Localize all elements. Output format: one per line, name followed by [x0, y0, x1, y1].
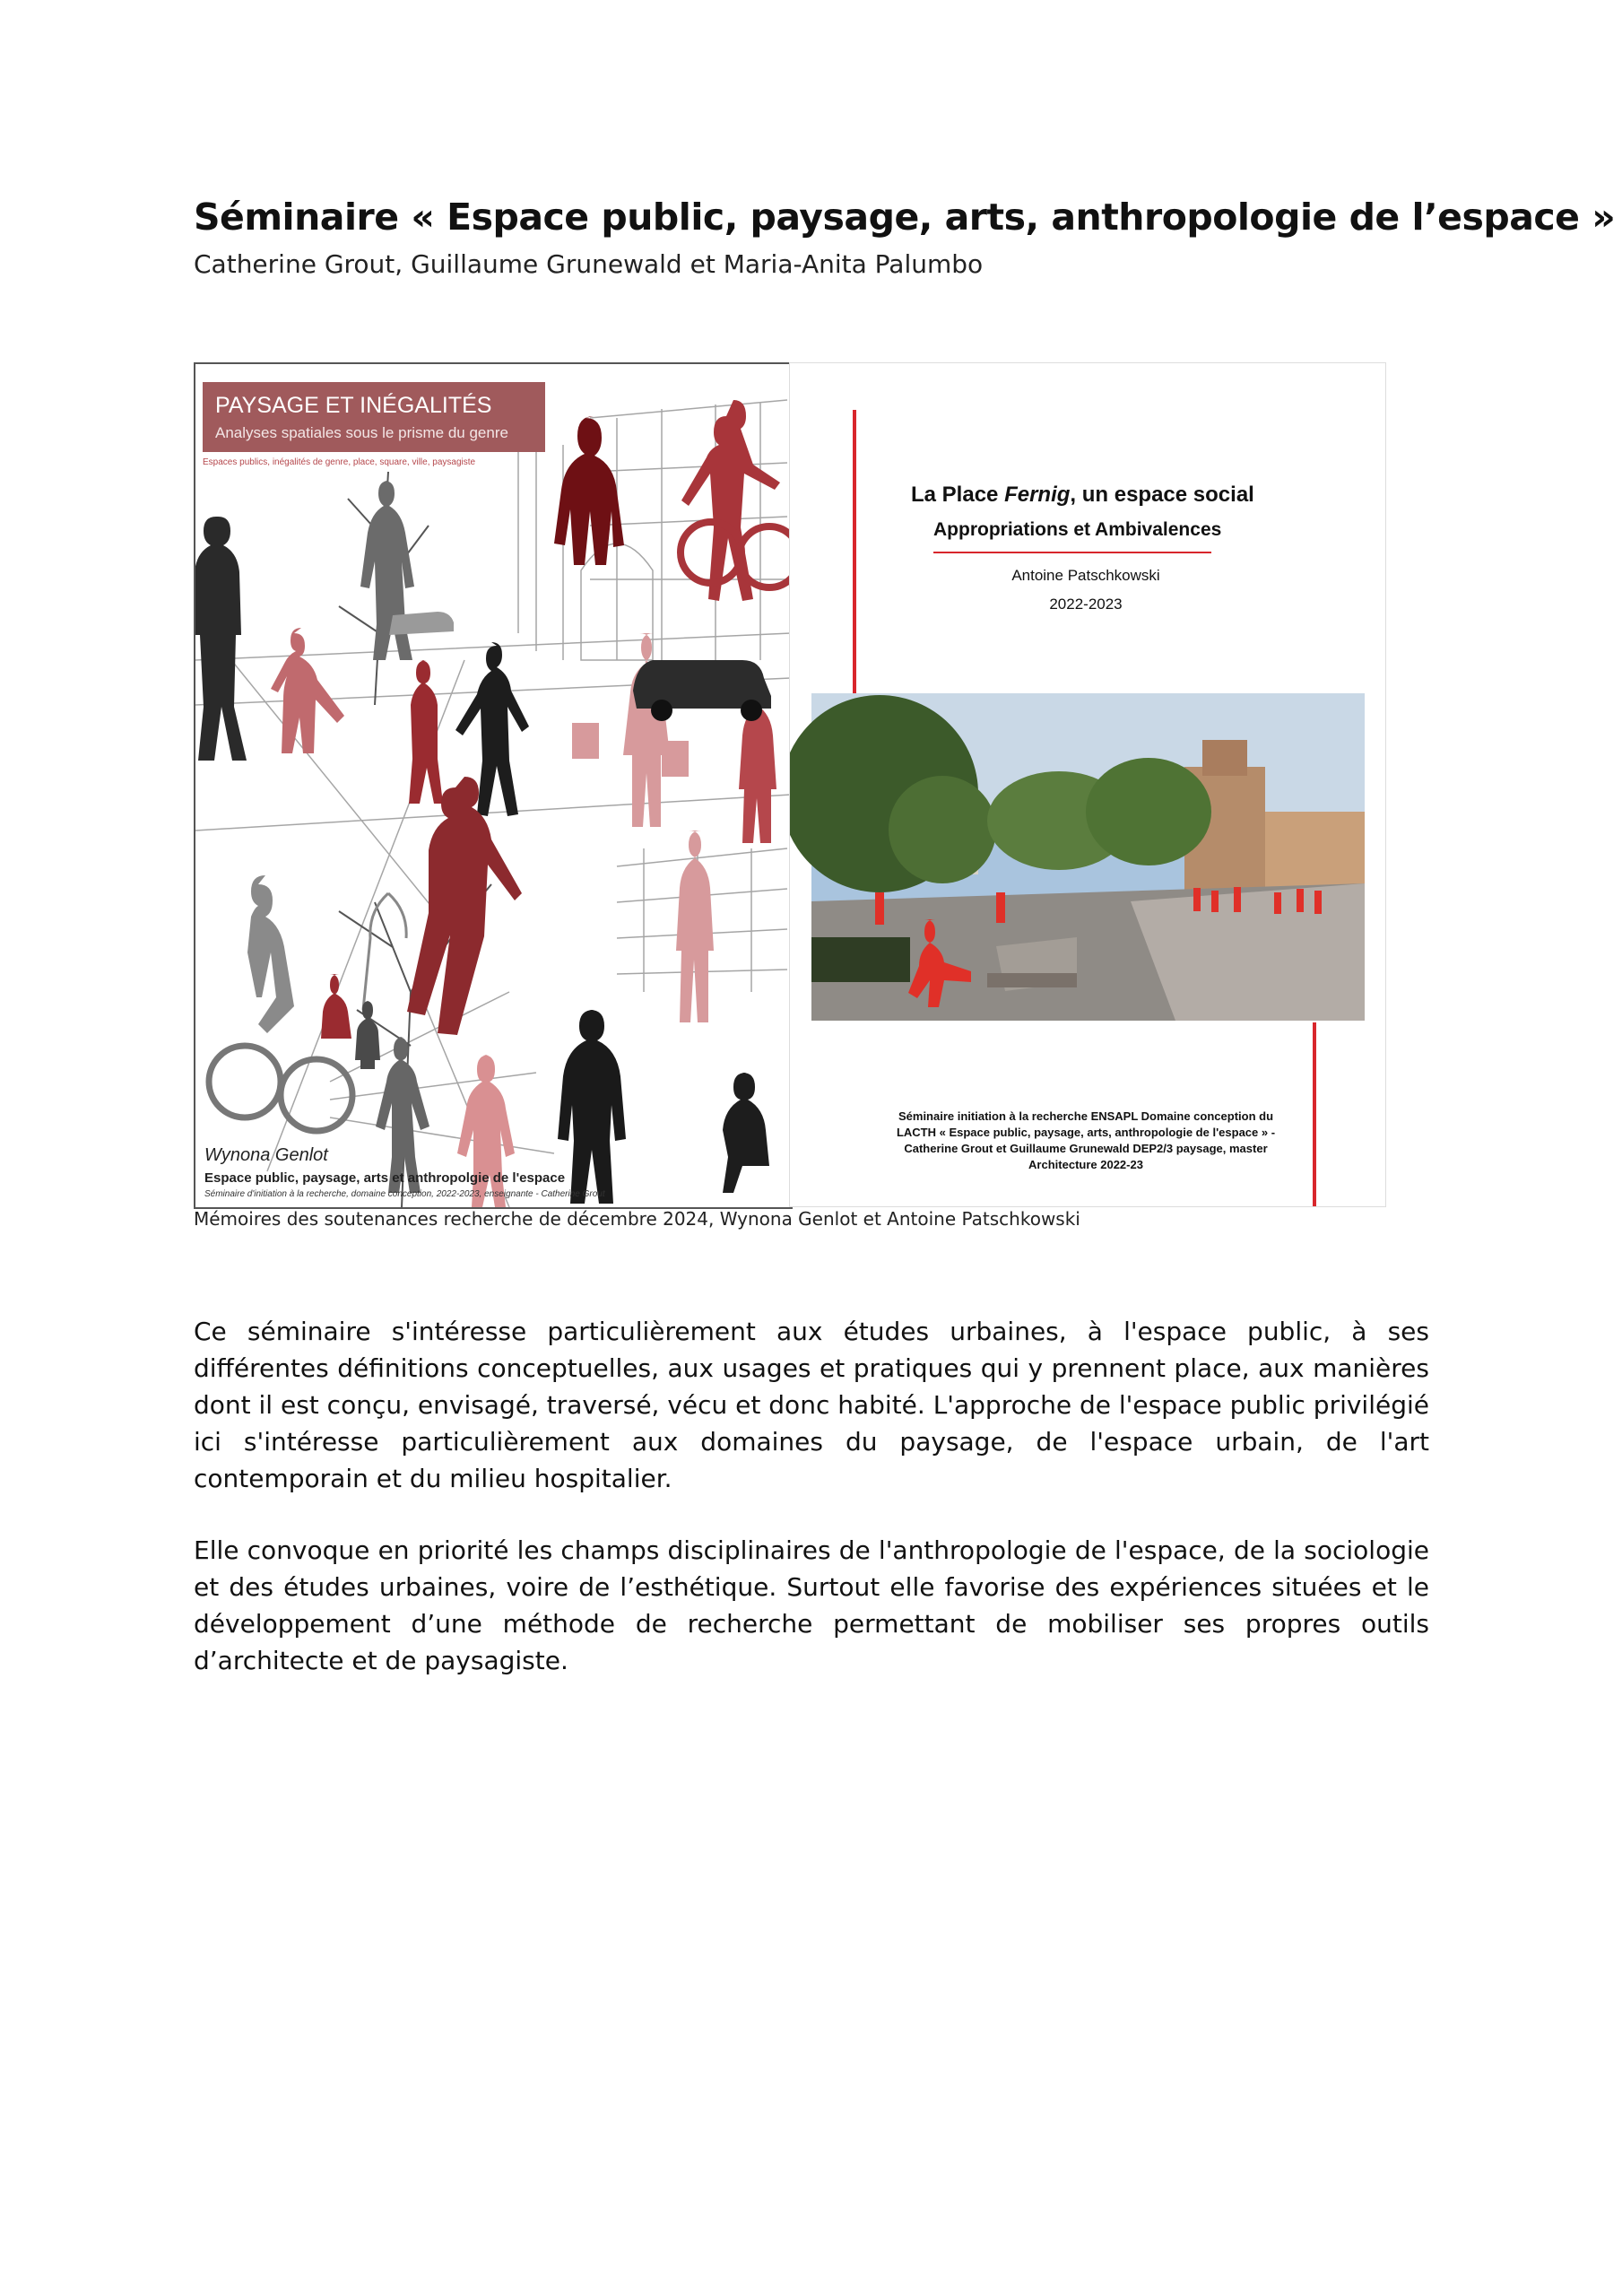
cover-banner-subtitle: Analyses spatiales sous le prisme du genre — [215, 424, 508, 441]
paragraph-2: Elle convoque en priorité les champs disciplinaires de l'anthropologie de l'espace, de la sociologie et des études urbaines, voire de l’esthétique. Surtout elle favorise des expériences situées et le développement d’une méthode de recherche permettant de mobiliser ses propres outils d’architecte et de paysagiste. — [194, 1535, 1429, 1675]
cover-illustration-left — [195, 364, 791, 1207]
cover-right-footer-line-4: Architecture 2022-23 — [1028, 1158, 1143, 1171]
cover-right-title: La Place Fernig, un espace social — [911, 483, 1254, 507]
cover-right-footer-line-1: Séminaire initiation à la recherche ENSAPL Domaine conception du — [898, 1109, 1274, 1123]
cover-right-footer-line-3: Catherine Grout et Guillaume Grunewald DEP2/3 paysage, master — [904, 1142, 1268, 1155]
authors: Catherine Grout, Guillaume Grunewald et Maria-Anita Palumbo — [194, 249, 984, 279]
cover-image-place-fernig — [789, 362, 1386, 1207]
cover-right-footer-line-2: LACTH « Espace public, paysage, arts, anthropologie de l'espace » - — [896, 1126, 1276, 1139]
cover-right-year: 2022-2023 — [1049, 596, 1123, 613]
cover-left-footer: Séminaire d'initiation à la recherche, domaine conception, 2022-2023, enseignante - Catherine Grout — [204, 1189, 605, 1199]
silhouettes — [195, 400, 791, 1207]
cover-right-subtitle: Appropriations et Ambivalences — [933, 519, 1222, 540]
cover-right-author: Antoine Patschkowski — [1011, 567, 1160, 584]
figure-caption: Mémoires des soutenances recherche de décembre 2024, Wynona Genlot et Antoine Patschkowski — [194, 1208, 1080, 1230]
paragraph-1: Ce séminaire s'intéresse particulièrement aux études urbaines, à l'espace public, à ses différentes définitions conceptuelles, aux usages et pratiques qui y prennent place, aux manières dont il est conçu, envisagé, traversé, vécu et donc habité. L'approche de l'espace public privilégié ici s'intéresse particulièrement aux domaines du paysage, de l'espace urbain, de l'art contemporain et du milieu hospitalier. — [194, 1317, 1429, 1493]
cover-left-author: Wynona Genlot — [204, 1145, 328, 1165]
photo-place-fernig — [790, 693, 1365, 1021]
cover-image-paysage-inegalites — [194, 362, 793, 1209]
cover-left-course: Espace public, paysage, arts et anthropolgie de l'espace — [204, 1170, 566, 1186]
page-title: Séminaire « Espace public, paysage, arts, anthropologie de l’espace » — [194, 196, 1616, 239]
cover-banner-title: PAYSAGE ET INÉGALITÉS — [215, 393, 492, 418]
accent-line-bottom — [1313, 1022, 1316, 1206]
cover-illustration-right — [790, 363, 1385, 1206]
cover-keywords: Espaces publics, inégalités de genre, place, square, ville, paysagiste — [203, 457, 476, 467]
subtitle-underline — [933, 552, 1211, 553]
accent-line-top — [853, 410, 856, 697]
